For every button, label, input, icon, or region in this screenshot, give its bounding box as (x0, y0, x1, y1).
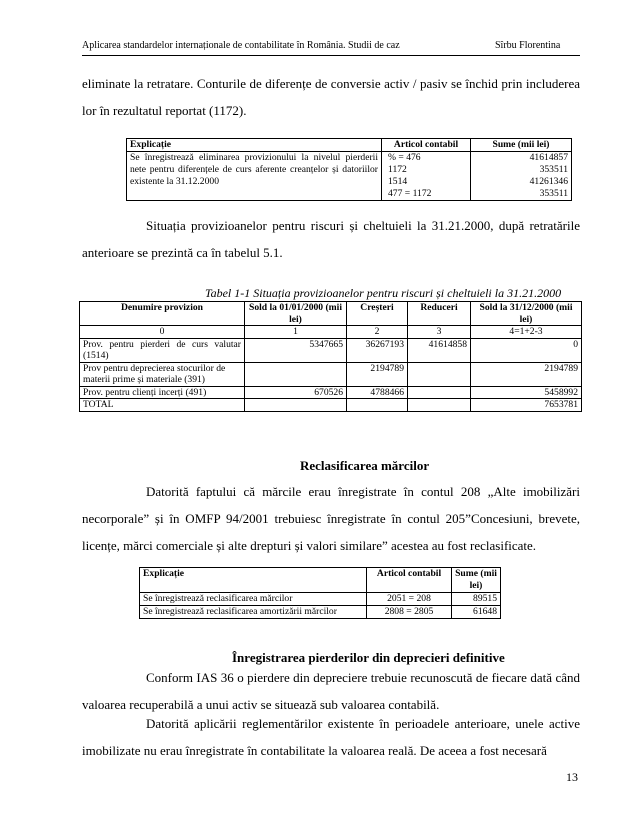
t3-row-account: 2051 = 208 (367, 593, 452, 606)
t2-total-label: TOTAL (80, 399, 245, 412)
t1-explanation: Se înregistrează eliminarea provizionului la nivelul pierderii nete pentru diferențele de curs aferente creanțelor și datoriilor existente la 31.12.2000 (127, 152, 382, 201)
t2-row-sold-final: 2194789 (471, 362, 582, 386)
table-row (80, 338, 582, 362)
t3-header-explicatie: Explicație (140, 568, 367, 593)
table-row (80, 386, 582, 399)
t2-header-sold-final: Sold la 31/12/2000 (mii lei) (471, 302, 582, 326)
table-eliminare-provizion (126, 138, 572, 201)
table-row (140, 593, 501, 606)
t3-header-articol: Articol contabil (367, 568, 452, 593)
t3-header-sume: Sume (mii lei) (452, 568, 501, 593)
t3-row-amount: 89515 (452, 593, 501, 606)
t1-amount: 353511 (539, 164, 568, 175)
t2-index-cell: 3 (408, 326, 471, 339)
t2-header-cresteri: Creșteri (347, 302, 408, 326)
t2-row-reduceri (408, 362, 471, 386)
t2-header-sold-initial: Sold la 01/01/2000 (mii lei) (245, 302, 347, 326)
t3-row-explanation: Se înregistrează reclasificarea mărcilor (140, 593, 367, 606)
t1-amount: 41261346 (529, 176, 568, 187)
running-header-author: Sîrbu Florentina (495, 40, 561, 51)
paragraph-active-imobilizate: Datorită aplicării reglementărilor existente în perioadele anterioare, unele active imobilizate nu erau înregistrate în contabilitate la valoarea reală. De aceea a fost necesară (82, 716, 580, 758)
t2-header-reduceri: Reduceri (408, 302, 471, 326)
t2-index-cell: 0 (80, 326, 245, 339)
t2-row-name: Prov. pentru clienți incerți (491) (80, 386, 245, 399)
table-provizioane (79, 301, 582, 412)
paragraph-retratare: eliminate la retratare. Conturile de diferențe de conversie activ / pasiv se închid prin includerea lor în rezultatul reportat (1172). (82, 76, 580, 118)
t2-row-reduceri (408, 386, 471, 399)
t2-row-sold-initial: 5347665 (245, 338, 347, 362)
t2-total-value: 7653781 (471, 399, 582, 412)
paragraph-marci: Datorită faptului că mărcile erau înregistrate în contul 208 „Alte imobilizări necorporale” și în OMFP 94/2001 trebuiesc înregistrate în contul 205”Concesiuni, brevete, licențe, mărci comerciale și alte drepturi și valori similare” acestea au fost reclasificate. (82, 484, 580, 553)
t2-row-cresteri: 4788466 (347, 386, 408, 399)
page-number: 13 (566, 770, 578, 784)
t1-account: % = 476 (388, 152, 421, 163)
t1-account: 1172 (388, 164, 407, 175)
header-rule (82, 55, 580, 56)
t1-amount: 41614857 (529, 152, 568, 163)
t2-row-sold-initial: 670526 (245, 386, 347, 399)
t2-index-cell: 2 (347, 326, 408, 339)
t1-header-articol: Articol contabil (382, 139, 471, 152)
table-row (80, 362, 582, 386)
running-header-title: Aplicarea standardelor internaționale de contabilitate în România. Studii de caz (82, 40, 400, 51)
t2-index-cell: 4=1+2-3 (471, 326, 582, 339)
t2-row-cresteri: 2194789 (347, 362, 408, 386)
t3-row-explanation: Se înregistrează reclasificarea amortizării mărcilor (140, 606, 367, 619)
t2-row-reduceri: 41614858 (408, 338, 471, 362)
t1-account: 1514 (388, 176, 408, 187)
t1-amount: 353511 (539, 188, 568, 199)
t2-index-cell: 1 (245, 326, 347, 339)
t1-header-explicatie: Explicație (127, 139, 382, 152)
paragraph-situatia-provizioanelor: Situația provizioanelor pentru riscuri și cheltuieli la 31.21.2000, după retratările anterioare se prezintă ca în tabelul 5.1. (82, 218, 580, 260)
table-row (140, 606, 501, 619)
t2-row-name: Prov pentru deprecierea stocurilor de materii prime și materiale (391) (80, 362, 245, 386)
t1-accounts (382, 152, 471, 201)
t2-row-sold-final: 0 (471, 338, 582, 362)
t3-row-amount: 61648 (452, 606, 501, 619)
table-total-row (80, 399, 582, 412)
paragraph-ias36: Conform IAS 36 o pierdere din depreciere trebuie recunoscută de fiecare dată când valoarea recuperabilă a unui activ se situează sub valoarea contabilă. (82, 670, 580, 712)
section-title-pierderi: Înregistrarea pierderilor din deprecieri definitive (232, 650, 505, 665)
t1-amounts (471, 152, 572, 201)
t1-header-sume: Sume (mii lei) (471, 139, 572, 152)
t2-header-denumire: Denumire provizion (80, 302, 245, 326)
t1-account: 477 = 1172 (388, 188, 432, 199)
table-reclasificare-marci (139, 567, 501, 619)
t2-row-name: Prov. pentru pierderi de curs valutar (1514) (80, 338, 245, 362)
t2-row-sold-final: 5458992 (471, 386, 582, 399)
table-caption: Tabel 1-1 Situația provizioanelor pentru riscuri și cheltuieli la 31.21.2000 (205, 286, 562, 300)
t3-row-account: 2808 = 2805 (367, 606, 452, 619)
t2-row-sold-initial (245, 362, 347, 386)
section-title-reclasificare: Reclasificarea mărcilor (300, 458, 430, 473)
t2-row-cresteri: 36267193 (347, 338, 408, 362)
